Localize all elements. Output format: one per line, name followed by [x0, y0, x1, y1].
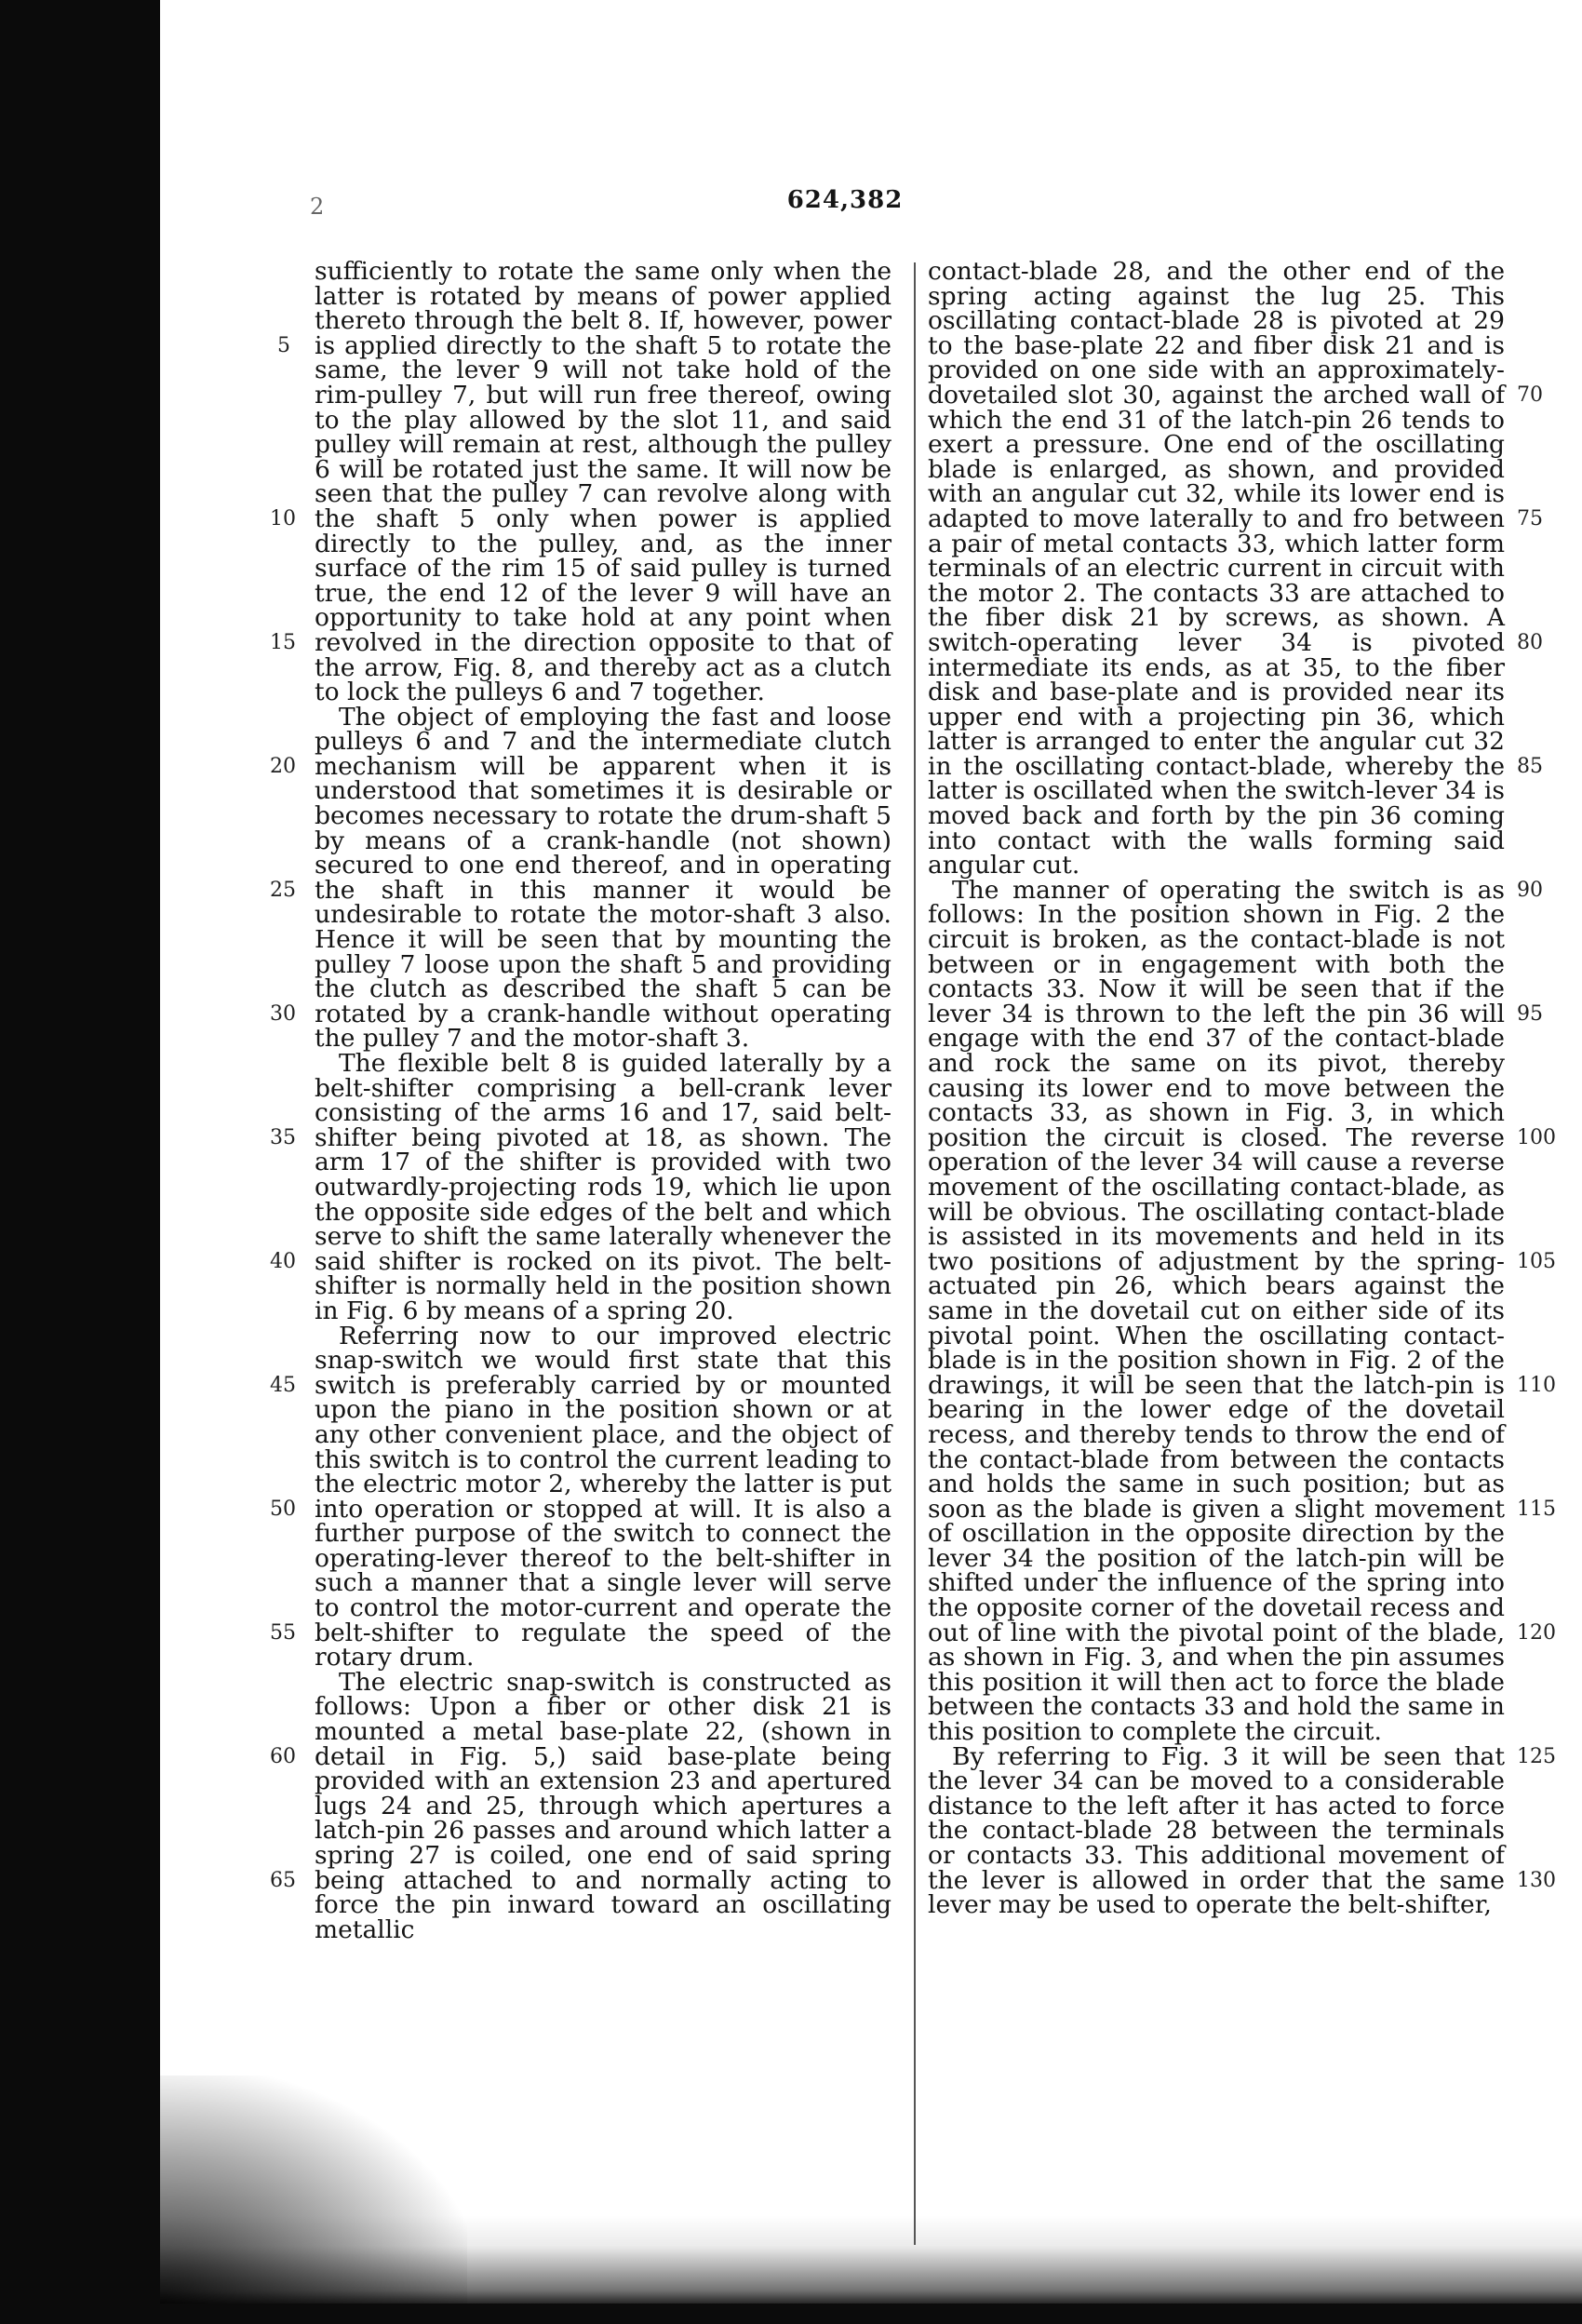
paragraph: The electric snap-switch is constructed as follows: Upon a fiber or other disk 21 is mounted a metal base-plate 22, (shown in detail in Fig. 5,) said base-plate being provided with an extension 23 and apertured lugs 24 and 25, through which apertures a latch-pin 26 passes and around which latter a spring 27 is coiled, one end of said spring being attached to and normally acting to force the pin inward toward an oscillating metallic	[315, 1667, 892, 1944]
line-number: 70	[1517, 383, 1543, 407]
line-number: 15	[270, 631, 296, 654]
scan-bottom-shadow	[160, 2215, 1582, 2304]
line-number: 55	[270, 1621, 296, 1645]
line-number: 90	[1517, 879, 1543, 902]
line-number: 115	[1517, 1498, 1556, 1521]
line-number: 125	[1517, 1745, 1556, 1768]
scan-bottom-border	[0, 2304, 1582, 2324]
right-column	[928, 257, 1505, 1920]
paragraph: By referring to Fig. 3 it will be seen that the lever 34 can be moved to a considerable distance to the left after it has acted to force the contact-blade 28 between the terminals or contacts 33. This additional movement of the lever is allowed in order that the same lever may be used to operate the belt-shifter,	[928, 1741, 1505, 1920]
line-number: 105	[1517, 1250, 1556, 1273]
line-number: 65	[270, 1869, 296, 1892]
line-number: 10	[270, 507, 296, 531]
line-number: 100	[1517, 1126, 1556, 1149]
line-number: 130	[1517, 1869, 1556, 1892]
line-number: 5	[277, 334, 290, 357]
paragraph: The flexible belt 8 is guided laterally by a belt-shifter comprising a bell-crank lever consisting of the arms 16 and 17, said belt-shifter being pivoted at 18, as shown. The arm 17 of the shifter is provided with two outwardly-projecting rods 19, which lie upon the opposite side edges of the belt and which serve to shift the same laterally whenever the said shifter is rocked on its pivot. The belt-shifter is normally held in the position shown in Fig. 6 by means of a spring 20.	[315, 1049, 892, 1325]
line-number: 45	[270, 1374, 296, 1397]
line-number: 30	[270, 1002, 296, 1026]
line-number: 50	[270, 1498, 296, 1521]
paragraph: sufficiently to rotate the same only when the latter is rotated by means of power applied thereto through the belt 8. If, however, power is applied directly to the shaft 5 to rotate the same, the lever 9 will not take hold of the rim-pulley 7, but will run free thereof, owing to the play allowed by the slot 11, and said pulley will remain at rest, although the pulley 6 will be rotated just the same. It will now be seen that the pulley 7 can revolve along with the shaft 5 only when power is applied directly to the pulley, and, as the inner surface of the rim 15 of said pulley is turned true, the end 12 of the lever 9 will have an opportunity to take hold at any point when revolved in the direction opposite to that of the arrow, Fig. 8, and thereby act as a clutch to lock the pulleys 6 and 7 together.	[315, 257, 892, 707]
line-number: 60	[270, 1745, 296, 1768]
line-number: 75	[1517, 507, 1543, 531]
paragraph: The object of employing the fast and loose pulleys 6 and 7 and the intermediate clutch mechanism will be apparent when it is understood that sometimes it is desirable or becomes necessary to rotate the drum-shaft 5 by means of a crank-handle (not shown) secured to one end thereof, and in operating the shaft in this manner it would be undesirable to rotate the motor-shaft 3 also. Hence it will be seen that by mounting the pulley 7 loose upon the shaft 5 and providing the clutch as described the shaft 5 can be rotated by a crank-handle without operating the pulley 7 and the motor-shaft 3.	[315, 702, 892, 1054]
page-number: 624,382	[786, 186, 904, 214]
column-divider	[914, 262, 916, 2245]
line-number: 85	[1517, 755, 1543, 778]
scan-left-border	[0, 0, 160, 2324]
line-number: 40	[270, 1250, 296, 1273]
line-number: 20	[270, 755, 296, 778]
line-number: 25	[270, 879, 296, 902]
paragraph: The manner of operating the switch is as follows: In the position shown in Fig. 2 the circuit is broken, as the contact-blade is not between or in engagement with both the contacts 33. Now it will be seen that if the lever 34 is thrown to the left the pin 36 will engage with the end 37 of the contact-blade and rock the same on its pivot, thereby causing its lower end to move between the contacts 33, as shown in Fig. 3, in which position the circuit is closed. The reverse operation of the lever 34 will cause a reverse movement of the oscillating contact-blade, as will be obvious. The oscillating contact-blade is assisted in its movements and held in its two positions of adjustment by the spring-actuated pin 26, which bears against the same in the dovetail cut on either side of its pivotal point. When the oscillating contact-blade is in the position shown in Fig. 2 of the drawings, it will be seen that the latch-pin is bearing in the lower edge of the dovetail recess, and thereby tends to throw the end of the contact-blade from between the contacts and holds the same in such position; but as soon as the blade is given a slight movement of oscillation in the opposite direction by the lever 34 the position of the latch-pin will be shifted under the influence of the spring into the opposite corner of the dovetail recess and out of line with the pivotal point of the blade, as shown in Fig. 3, and when the pin assumes this position it will then act to force the blade between the contacts 33 and hold the same in this position to complete the circuit.	[928, 875, 1505, 1747]
line-number: 120	[1517, 1621, 1556, 1645]
line-number: 80	[1517, 631, 1543, 654]
line-number: 95	[1517, 1002, 1543, 1026]
line-number: 110	[1517, 1374, 1556, 1397]
paragraph: contact-blade 28, and the other end of the spring acting against the lug 25. This oscillating contact-blade 28 is pivoted at 29 to the base-plate 22 and fiber disk 21 and is provided on one side with an approximately-dovetailed slot 30, against the arched wall of which the end 31 of the latch-pin 26 tends to exert a pressure. One end of the oscillating blade is enlarged, as shown, and provided with an angular cut 32, while its lower end is adapted to move laterally to and fro between a pair of metal contacts 33, which latter form terminals of an electric current in circuit with the motor 2. The contacts 33 are attached to the fiber disk 21 by screws, as shown. A switch-operating lever 34 is pivoted intermediate its ends, as at 35, to the fiber disk and base-plate and is provided near its upper end with a projecting pin 36, which latter is arranged to enter the angular cut 32 in the oscillating contact-blade, whereby the latter is oscillated when the switch-lever 34 is moved back and forth by the pin 36 coming into contact with the walls forming said angular cut.	[928, 257, 1505, 880]
paragraph: Referring now to our improved electric snap-switch we would first state that this switch is preferably carried by or mounted upon the piano in the position shown or at any other convenient place, and the object of this switch is to control the current leading to the electric motor 2, whereby the latter is put into operation or stopped at will. It is also a further purpose of the switch to connect the operating-lever thereof to the belt-shifter in such a manner that a single lever will serve to control the motor-current and operate the belt-shifter to regulate the speed of the rotary drum.	[315, 1321, 892, 1672]
left-column	[315, 257, 892, 1944]
line-number: 35	[270, 1126, 296, 1149]
corner-mark: 2	[310, 194, 325, 220]
